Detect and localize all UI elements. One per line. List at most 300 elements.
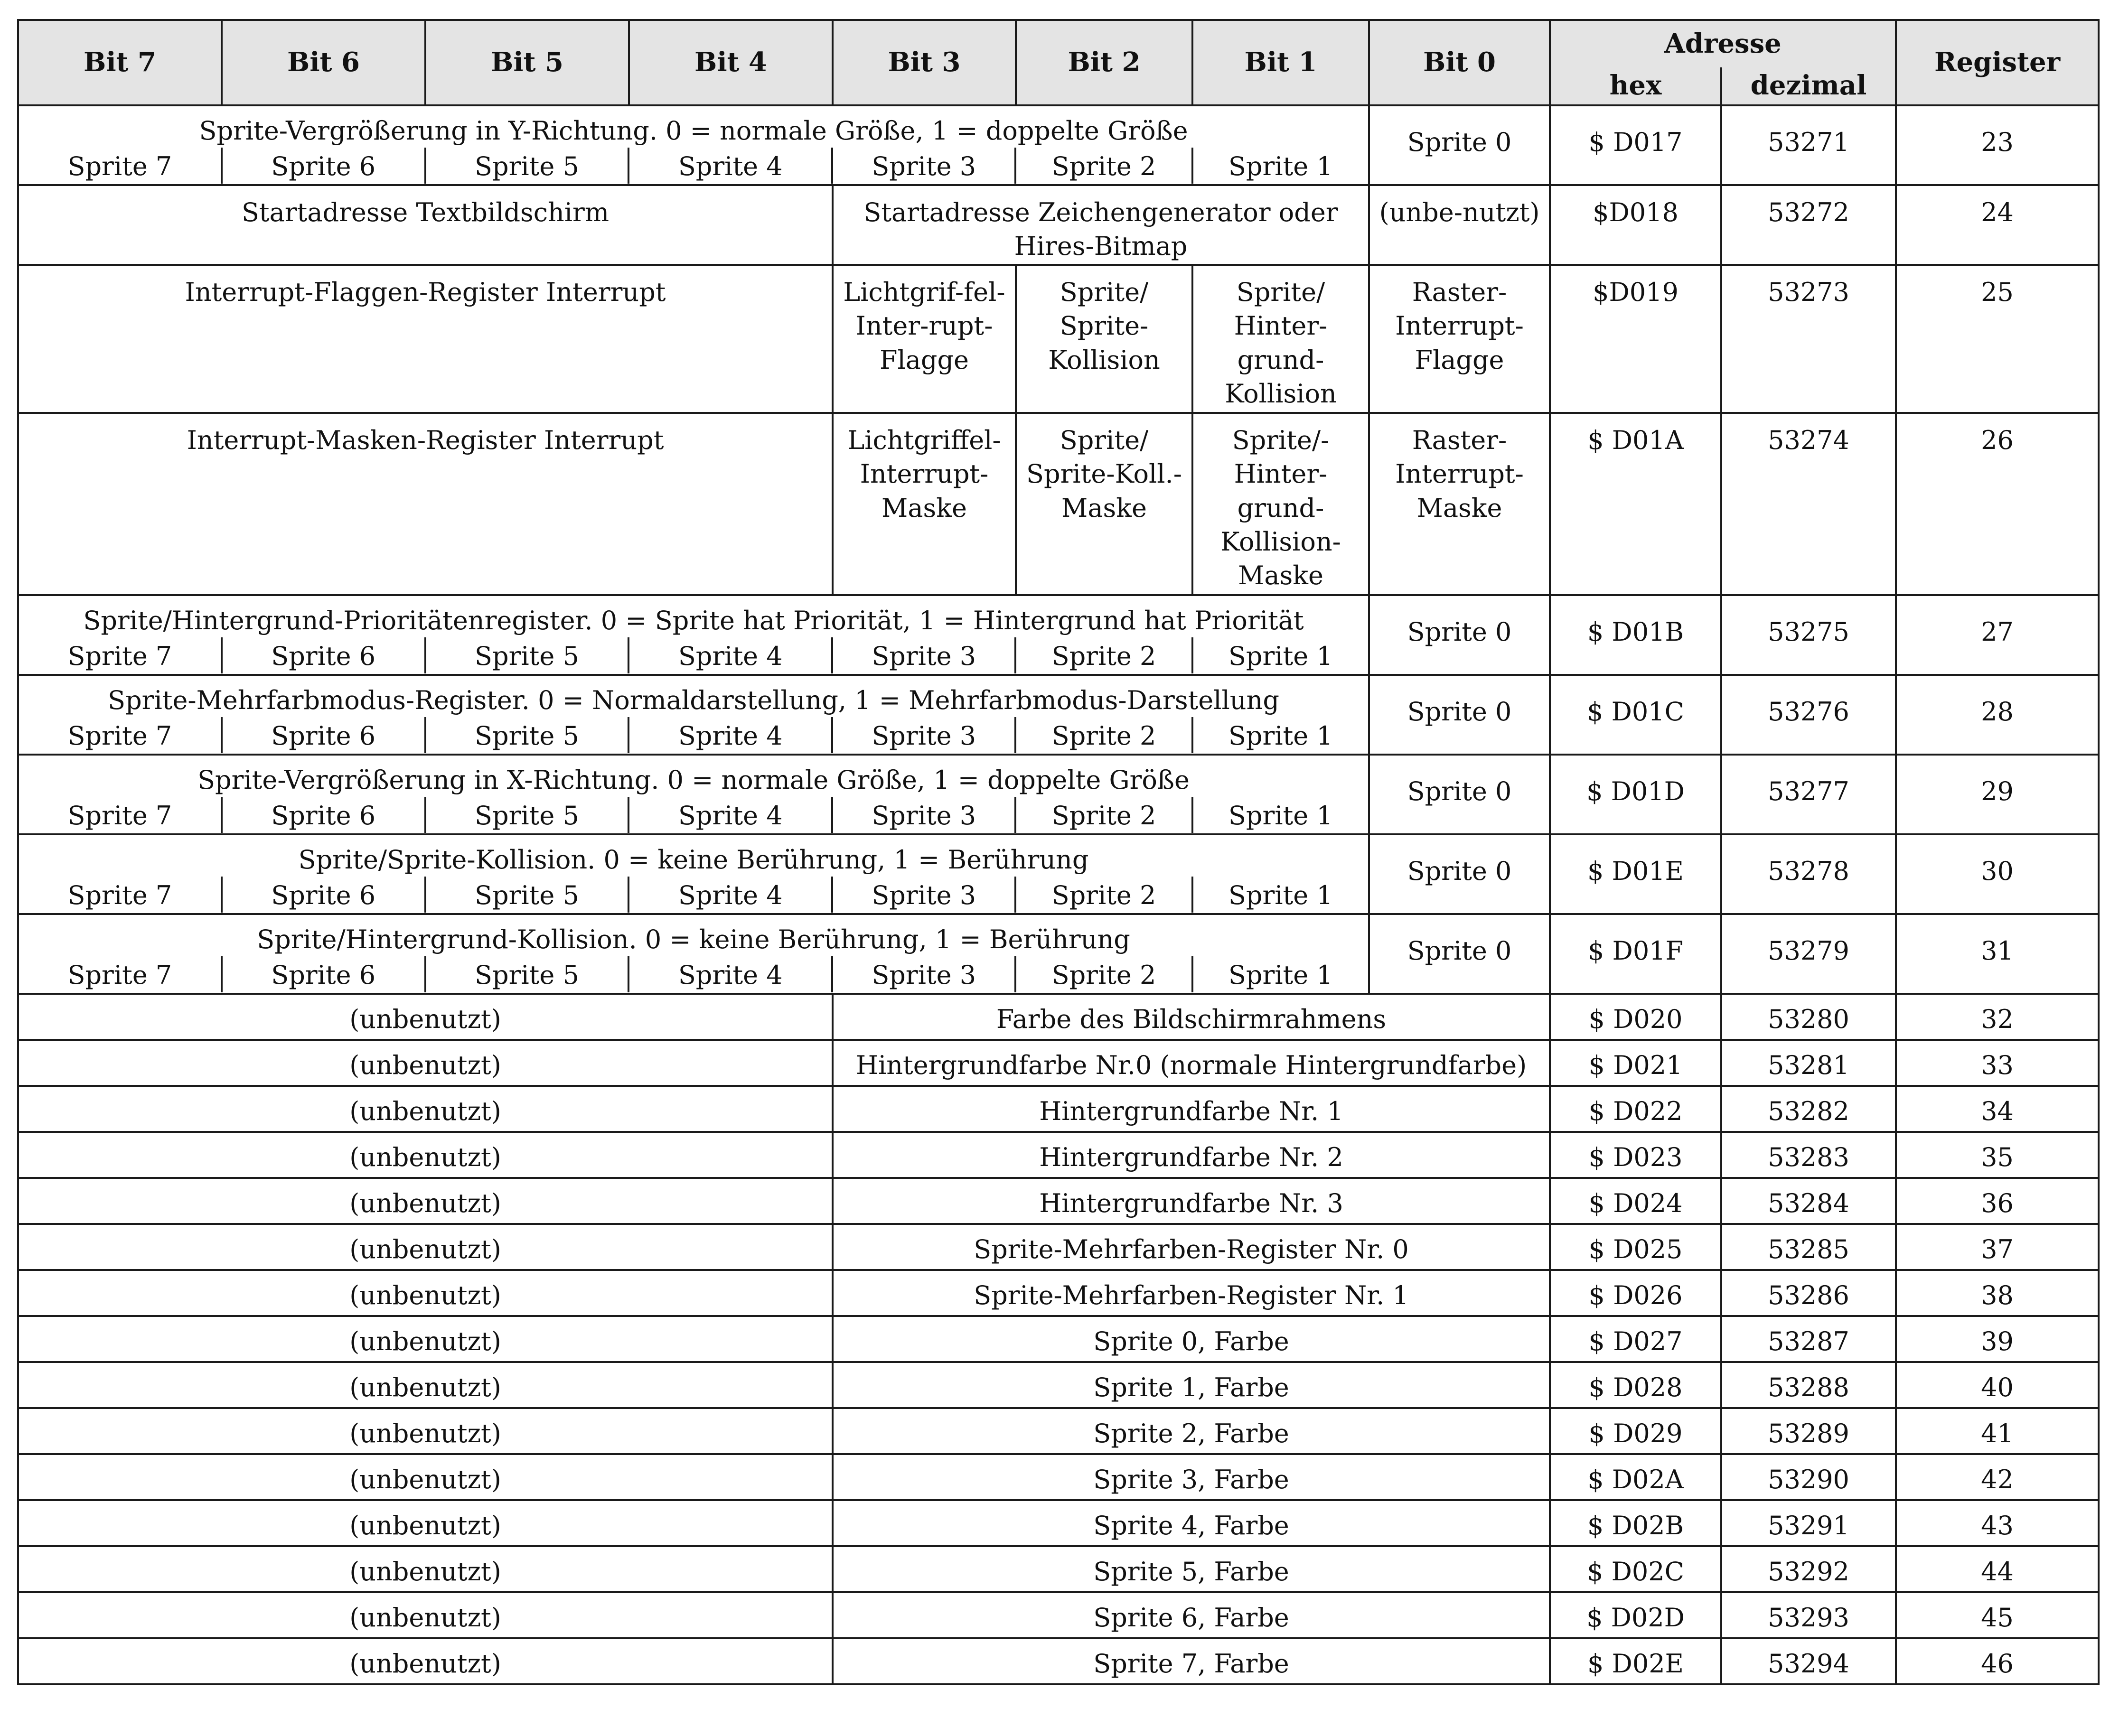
table-row	[18, 1362, 2099, 1408]
row30-hex	[1550, 834, 1721, 914]
sprite-bit-label: Sprite 6	[221, 148, 424, 183]
table-row	[18, 755, 2099, 834]
table-row	[18, 1316, 2099, 1362]
hex-value: $ D02E	[1587, 1649, 1684, 1679]
hex-value-cell	[1550, 1454, 1721, 1500]
row29-bits	[18, 755, 1369, 834]
row26-bit3	[833, 413, 1016, 595]
header-bit1: Bit 1	[1192, 20, 1369, 105]
register-number-cell	[1896, 1224, 2099, 1270]
table-body	[18, 105, 2099, 1684]
register-number: 33	[1981, 1050, 2014, 1080]
sprite-sprite-mask: Sprite/ Sprite-Koll.-Maske	[1026, 425, 1182, 523]
interrupt-flag-register: Interrupt-Flaggen-Register Interrupt	[185, 277, 666, 307]
sprite-sprite-collision: Sprite/ Sprite-Kollision	[1048, 277, 1160, 375]
row28-bit0	[1369, 675, 1550, 755]
color-register-description: Sprite 7, Farbe	[1093, 1649, 1289, 1679]
hex-value-cell	[1550, 1362, 1721, 1408]
header-row-1	[18, 20, 2099, 67]
register-number: 39	[1981, 1326, 2014, 1356]
row31-hex	[1550, 914, 1721, 994]
bit0-label: Sprite 0	[1407, 936, 1512, 966]
color-register-description: Sprite-Mehrfarben-Register Nr. 0	[974, 1234, 1409, 1264]
decimal-value: 53280	[1768, 1004, 1849, 1034]
hex-value-cell	[1550, 1592, 1721, 1638]
register-number: 41	[1981, 1419, 2014, 1448]
unused-bits: (unbenutzt)	[349, 1096, 501, 1126]
row23-bit0	[1369, 105, 1550, 185]
row23-reg	[1896, 105, 2099, 185]
register-number: 38	[1981, 1280, 2014, 1310]
decimal-value: 53272	[1768, 197, 1849, 227]
decimal-value-cell	[1721, 1086, 1896, 1132]
row31-dec	[1721, 914, 1896, 994]
sprite-bit-row	[19, 797, 1368, 832]
text-screen-address: Startadresse Textbildschirm	[241, 197, 610, 227]
decimal-value: 53271	[1768, 127, 1849, 157]
sprite-bit-label: Sprite 6	[221, 956, 424, 992]
decimal-value-cell	[1721, 1316, 1896, 1362]
register-number: 43	[1981, 1511, 2014, 1540]
row30-bit0	[1369, 834, 1550, 914]
decimal-value: 53287	[1768, 1326, 1849, 1356]
decimal-value: 53285	[1768, 1234, 1849, 1264]
color-register-description: Hintergrundfarbe Nr. 3	[1039, 1188, 1343, 1218]
table-row	[18, 1040, 2099, 1086]
table-row	[18, 595, 2099, 675]
register-number: 36	[1981, 1188, 2014, 1218]
decimal-value: 53275	[1768, 617, 1849, 647]
lightpen-flag: Lichtgrif-fel-Inter-rupt-Flagge	[843, 277, 1005, 375]
table-row	[18, 1270, 2099, 1316]
interrupt-mask-register: Interrupt-Masken-Register Interrupt	[187, 425, 664, 455]
unused-bits: (unbenutzt)	[349, 1419, 501, 1448]
table-row	[18, 1592, 2099, 1638]
sprite-bit-label: Sprite 3	[831, 956, 1014, 992]
row25-bit3	[833, 265, 1016, 413]
register-number-cell	[1896, 1408, 2099, 1454]
register-number: 25	[1981, 277, 2014, 307]
color-register-description-cell	[833, 1086, 1550, 1132]
hex-value-cell	[1550, 1500, 1721, 1546]
color-register-description: Farbe des Bildschirmrahmens	[996, 1004, 1387, 1034]
sprite-bit-label: Sprite 5	[424, 637, 628, 673]
register-number-cell	[1896, 1040, 2099, 1086]
bit0-label: Sprite 0	[1407, 776, 1512, 806]
color-register-description: Hintergrundfarbe Nr. 2	[1039, 1142, 1343, 1172]
register-number: 35	[1981, 1142, 2014, 1172]
sprite-bit-label: Sprite 2	[1014, 148, 1191, 183]
decimal-value: 53294	[1768, 1649, 1849, 1679]
row30-bits	[18, 834, 1369, 914]
hex-value: $ D02A	[1587, 1465, 1684, 1494]
color-register-description: Hintergrundfarbe Nr.0 (normale Hintergrundfarbe)	[855, 1050, 1527, 1080]
register-number: 26	[1981, 425, 2014, 455]
hex-value-cell	[1550, 1224, 1721, 1270]
table-row	[18, 914, 2099, 994]
hex-value: $ D022	[1588, 1096, 1683, 1126]
row29-hex	[1550, 755, 1721, 834]
hex-value: $ D01A	[1587, 425, 1684, 455]
hex-value: $ D01B	[1587, 617, 1684, 647]
hex-value-cell	[1550, 1178, 1721, 1224]
unused-bits-cell	[18, 1638, 833, 1684]
color-register-description: Sprite-Mehrfarben-Register Nr. 1	[974, 1280, 1409, 1310]
hex-value-cell	[1550, 1040, 1721, 1086]
row24-left	[18, 185, 833, 265]
unused-bits: (unbenutzt)	[349, 1649, 501, 1679]
unused-bits-cell	[18, 1132, 833, 1178]
row28-reg	[1896, 675, 2099, 755]
color-register-description-cell	[833, 1040, 1550, 1086]
register-number-cell	[1896, 1086, 2099, 1132]
unused-bits-cell	[18, 1224, 833, 1270]
sprite-bit-row	[19, 877, 1368, 912]
unused-bits-cell	[18, 1408, 833, 1454]
hex-value: $ D01F	[1588, 936, 1683, 966]
register-number: 32	[1981, 1004, 2014, 1034]
unused-bits: (unbenutzt)	[349, 1004, 501, 1034]
unused-bits: (unbenutzt)	[349, 1557, 501, 1587]
row24-hex	[1550, 185, 1721, 265]
sprite-bit-label: Sprite 7	[67, 801, 172, 831]
table-row	[18, 994, 2099, 1040]
hex-value: $ D028	[1588, 1372, 1683, 1402]
sprite-bit-label: Sprite 4	[628, 717, 831, 753]
header-bit0: Bit 0	[1369, 20, 1550, 105]
row25-reg	[1896, 265, 2099, 413]
row31-bits	[18, 914, 1369, 994]
register-number-cell	[1896, 1132, 2099, 1178]
decimal-value-cell	[1721, 1224, 1896, 1270]
register-number: 37	[1981, 1234, 2014, 1264]
table-row	[18, 265, 2099, 413]
decimal-value-cell	[1721, 1178, 1896, 1224]
color-register-description-cell	[833, 994, 1550, 1040]
row23-caption: Sprite-Vergrößerung in Y-Richtung. 0 = normale Größe, 1 = doppelte Größe	[199, 116, 1188, 146]
unused-bits: (unbenutzt)	[349, 1188, 501, 1218]
unused-bits-cell	[18, 1270, 833, 1316]
row25-bit2	[1016, 265, 1192, 413]
sprite-bit-label: Sprite 2	[1014, 717, 1191, 753]
row27-bit0	[1369, 595, 1550, 675]
hex-value: $ D01D	[1586, 776, 1685, 806]
register-number: 29	[1981, 776, 2014, 806]
hex-value-cell	[1550, 1638, 1721, 1684]
row26-bit1	[1192, 413, 1369, 595]
sprite-bit-label: Sprite 7	[67, 721, 172, 751]
color-register-description: Sprite 6, Farbe	[1093, 1603, 1289, 1633]
hex-value: $ D017	[1588, 127, 1683, 157]
row25-left	[18, 265, 833, 413]
row23-bits	[18, 105, 1369, 185]
unused-bits: (unbenutzt)	[349, 1280, 501, 1310]
sprite-bit-label: Sprite 1	[1191, 956, 1368, 992]
row26-bit2	[1016, 413, 1192, 595]
decimal-value-cell	[1721, 1270, 1896, 1316]
decimal-value: 53291	[1768, 1511, 1849, 1540]
decimal-value: 53273	[1768, 277, 1849, 307]
decimal-value: 53279	[1768, 936, 1849, 966]
register-number: 42	[1981, 1465, 2014, 1494]
row27-caption: Sprite/Hintergrund-Prioritätenregister. 0 = Sprite hat Priorität, 1 = Hintergrund hat Priorität	[83, 606, 1304, 635]
color-register-description-cell	[833, 1132, 1550, 1178]
header-bit2: Bit 2	[1016, 20, 1192, 105]
table-row	[18, 1408, 2099, 1454]
decimal-value: 53283	[1768, 1142, 1849, 1172]
decimal-value: 53284	[1768, 1188, 1849, 1218]
sprite-bit-label: Sprite 1	[1191, 797, 1368, 832]
decimal-value-cell	[1721, 1454, 1896, 1500]
hex-value-cell	[1550, 1086, 1721, 1132]
hex-value: $ D027	[1588, 1326, 1683, 1356]
register-number: 40	[1981, 1372, 2014, 1402]
table-row	[18, 1086, 2099, 1132]
decimal-value: 53277	[1768, 776, 1849, 806]
hex-value-cell	[1550, 994, 1721, 1040]
register-number: 28	[1981, 697, 2014, 727]
register-number-cell	[1896, 994, 2099, 1040]
table-row	[18, 834, 2099, 914]
decimal-value: 53282	[1768, 1096, 1849, 1126]
row30-reg	[1896, 834, 2099, 914]
hex-value: $ D020	[1588, 1004, 1683, 1034]
sprite-bit-label: Sprite 4	[628, 797, 831, 832]
unused-bits-cell	[18, 1178, 833, 1224]
decimal-value: 53274	[1768, 425, 1849, 455]
hex-value: $ D023	[1588, 1142, 1683, 1172]
row26-bit0	[1369, 413, 1550, 595]
sprite-bit-label: Sprite 2	[1014, 877, 1191, 912]
hex-value: $ D01C	[1587, 697, 1684, 727]
row29-reg	[1896, 755, 2099, 834]
row24-bit0	[1369, 185, 1550, 265]
register-number-cell	[1896, 1500, 2099, 1546]
decimal-value: 53292	[1768, 1557, 1849, 1587]
color-register-description: Hintergrundfarbe Nr. 1	[1039, 1096, 1343, 1126]
unused-bits-cell	[18, 1040, 833, 1086]
table-row	[18, 1132, 2099, 1178]
sprite-bit-label: Sprite 7	[67, 641, 172, 672]
hex-value: $ D02D	[1586, 1603, 1685, 1633]
color-register-description-cell	[833, 1362, 1550, 1408]
row31-caption: Sprite/Hintergrund-Kollision. 0 = keine Berührung, 1 = Berührung	[257, 924, 1130, 954]
hex-value: $ D02B	[1587, 1511, 1684, 1540]
header-bit5: Bit 5	[425, 20, 629, 105]
sprite-bit-label: Sprite 6	[221, 877, 424, 912]
sprite-bit-row	[19, 956, 1368, 992]
hex-value: $ D024	[1588, 1188, 1683, 1218]
sprite-background-collision: Sprite/ Hinter-grund-Kollision	[1225, 277, 1337, 409]
sprite-bit-label: Sprite 2	[1014, 637, 1191, 673]
decimal-value: 53276	[1768, 697, 1849, 727]
table-row	[18, 675, 2099, 755]
row26-left	[18, 413, 833, 595]
decimal-value-cell	[1721, 1638, 1896, 1684]
color-register-description-cell	[833, 1638, 1550, 1684]
vic-register-table	[17, 19, 2100, 1685]
sprite-bit-label: Sprite 1	[1191, 877, 1368, 912]
sprite-bit-row	[19, 717, 1368, 753]
row26-dec	[1721, 413, 1896, 595]
register-number-cell	[1896, 1178, 2099, 1224]
sprite-bit-label: Sprite 5	[424, 148, 628, 183]
unused-bits-cell	[18, 1362, 833, 1408]
header-register: Register	[1896, 20, 2099, 105]
sprite-bit-label: Sprite 3	[831, 797, 1014, 832]
table-row	[18, 1638, 2099, 1684]
register-number: 31	[1981, 936, 2014, 966]
unused-bits: (unbenutzt)	[349, 1234, 501, 1264]
row29-dec	[1721, 755, 1896, 834]
row26-reg	[1896, 413, 2099, 595]
unused-bits-cell	[18, 1500, 833, 1546]
hex-value: $D018	[1593, 197, 1679, 227]
decimal-value-cell	[1721, 1592, 1896, 1638]
row27-hex	[1550, 595, 1721, 675]
header-bit3: Bit 3	[833, 20, 1016, 105]
row28-dec	[1721, 675, 1896, 755]
sprite-bit-label: Sprite 4	[628, 956, 831, 992]
sprite-bit-label: Sprite 5	[424, 797, 628, 832]
unused-bits-cell	[18, 1454, 833, 1500]
decimal-value-cell	[1721, 1362, 1896, 1408]
sprite-bit-label: Sprite 3	[831, 637, 1014, 673]
decimal-value-cell	[1721, 1500, 1896, 1546]
color-register-description-cell	[833, 1408, 1550, 1454]
decimal-value: 53286	[1768, 1280, 1849, 1310]
decimal-value: 53281	[1768, 1050, 1849, 1080]
unused-bits: (unbenutzt)	[349, 1511, 501, 1540]
register-number: 24	[1981, 197, 2014, 227]
sprite-bit-label: Sprite 4	[628, 637, 831, 673]
bit0-label: Sprite 0	[1407, 127, 1512, 157]
sprite-bit-label: Sprite 2	[1014, 956, 1191, 992]
register-number-cell	[1896, 1454, 2099, 1500]
decimal-value-cell	[1721, 1132, 1896, 1178]
hex-value-cell	[1550, 1270, 1721, 1316]
row25-dec	[1721, 265, 1896, 413]
sprite-bit-row	[19, 637, 1368, 673]
decimal-value: 53289	[1768, 1419, 1849, 1448]
unused-bits-cell	[18, 1592, 833, 1638]
register-number: 45	[1981, 1603, 2014, 1633]
hex-value: $ D01E	[1587, 856, 1684, 886]
sprite-bit-label: Sprite 4	[628, 148, 831, 183]
color-register-description-cell	[833, 1178, 1550, 1224]
color-register-description-cell	[833, 1224, 1550, 1270]
hex-value-cell	[1550, 1408, 1721, 1454]
color-register-description: Sprite 3, Farbe	[1093, 1465, 1289, 1494]
sprite-bit-label: Sprite 6	[221, 797, 424, 832]
unused-bits-cell	[18, 1316, 833, 1362]
decimal-value: 53288	[1768, 1372, 1849, 1402]
row28-bits	[18, 675, 1369, 755]
register-number: 34	[1981, 1096, 2014, 1126]
register-number-cell	[1896, 1546, 2099, 1592]
unused-bits: (unbenutzt)	[349, 1142, 501, 1172]
row24-reg	[1896, 185, 2099, 265]
row29-caption: Sprite-Vergrößerung in X-Richtung. 0 = normale Größe, 1 = doppelte Größe	[197, 765, 1190, 795]
table-row	[18, 1224, 2099, 1270]
unused-bits-cell	[18, 994, 833, 1040]
table-row	[18, 105, 2099, 185]
row27-dec	[1721, 595, 1896, 675]
row31-reg	[1896, 914, 2099, 994]
row29-bit0	[1369, 755, 1550, 834]
bit0-label: Sprite 0	[1407, 856, 1512, 886]
decimal-value: 53290	[1768, 1465, 1849, 1494]
row31-bit0	[1369, 914, 1550, 994]
hex-value-cell	[1550, 1316, 1721, 1362]
sprite-bit-row	[19, 148, 1368, 183]
decimal-value: 53278	[1768, 856, 1849, 886]
color-register-description: Sprite 0, Farbe	[1093, 1326, 1289, 1356]
raster-interrupt-flag: Raster-Interrupt-Flagge	[1395, 277, 1524, 375]
hex-value: $D019	[1593, 277, 1679, 307]
row28-hex	[1550, 675, 1721, 755]
char-generator-address: Startadresse Zeichengenerator oder Hires-Bitmap	[863, 197, 1338, 261]
table-row	[18, 1178, 2099, 1224]
color-register-description-cell	[833, 1454, 1550, 1500]
table-row	[18, 1546, 2099, 1592]
register-number: 46	[1981, 1649, 2014, 1679]
header-bit6: Bit 6	[222, 20, 425, 105]
color-register-description-cell	[833, 1270, 1550, 1316]
unused-bits: (unbenutzt)	[349, 1372, 501, 1402]
sprite-bit-label: Sprite 7	[67, 960, 172, 990]
row23-dec	[1721, 105, 1896, 185]
table-row	[18, 1454, 2099, 1500]
sprite-bit-label: Sprite 7	[67, 151, 172, 182]
bit0-label: Sprite 0	[1407, 697, 1512, 727]
unused-bits: (unbenutzt)	[349, 1326, 501, 1356]
hex-value: $ D02C	[1587, 1557, 1684, 1587]
hex-value: $ D029	[1588, 1419, 1683, 1448]
unused-bits: (unbenutzt)	[349, 1050, 501, 1080]
header-dezimal: dezimal	[1721, 67, 1896, 105]
sprite-bit-label: Sprite 7	[67, 880, 172, 911]
bit0-label: Sprite 0	[1407, 617, 1512, 647]
hex-value: $ D025	[1588, 1234, 1683, 1264]
sprite-bit-label: Sprite 3	[831, 877, 1014, 912]
register-number-cell	[1896, 1270, 2099, 1316]
decimal-value-cell	[1721, 1040, 1896, 1086]
table-row	[18, 1500, 2099, 1546]
lightpen-mask: Lichtgriffel-Interrupt-Maske	[847, 425, 1001, 523]
row25-bit0	[1369, 265, 1550, 413]
color-register-description: Sprite 1, Farbe	[1093, 1372, 1289, 1402]
unused-bits: (unbenutzt)	[349, 1603, 501, 1633]
table-row	[18, 413, 2099, 595]
sprite-bit-label: Sprite 1	[1191, 717, 1368, 753]
hex-value-cell	[1550, 1132, 1721, 1178]
decimal-value: 53293	[1768, 1603, 1849, 1633]
register-number: 23	[1981, 127, 2014, 157]
register-number-cell	[1896, 1638, 2099, 1684]
header-bit4: Bit 4	[629, 20, 833, 105]
register-number-cell	[1896, 1316, 2099, 1362]
row23-hex	[1550, 105, 1721, 185]
register-number-cell	[1896, 1362, 2099, 1408]
row25-bit1	[1192, 265, 1369, 413]
sprite-bit-label: Sprite 3	[831, 148, 1014, 183]
register-number: 30	[1981, 856, 2014, 886]
decimal-value-cell	[1721, 1408, 1896, 1454]
color-register-description-cell	[833, 1546, 1550, 1592]
decimal-value-cell	[1721, 994, 1896, 1040]
sprite-bit-label: Sprite 4	[628, 877, 831, 912]
